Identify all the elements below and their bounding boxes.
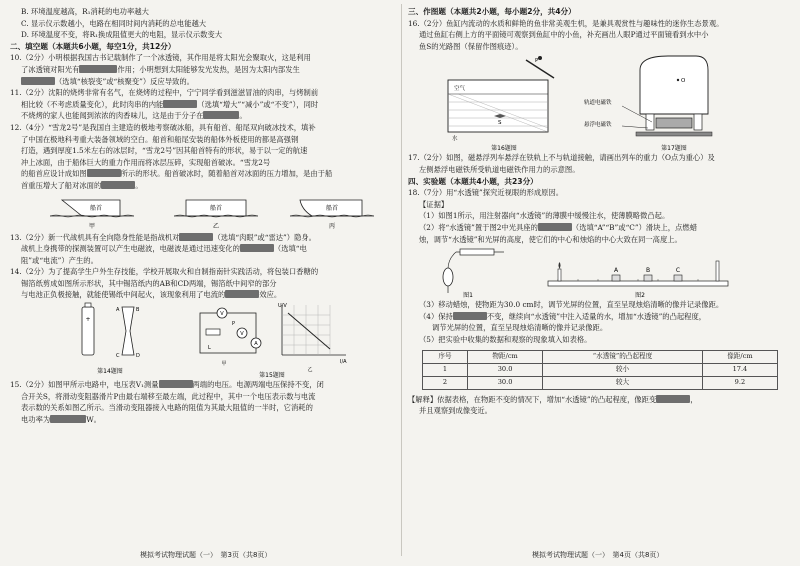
q15-text: 两端的电压。电源两端电压保持不变，闭 bbox=[192, 380, 324, 390]
option-d: D. 环境温度不变，将R₁换成阻值更大的电阻，显示仪示数变大 bbox=[21, 30, 223, 40]
svg-text:甲: 甲 bbox=[221, 361, 227, 368]
fig2-caption: 图2 bbox=[635, 292, 645, 300]
explanation-text: 并且观察到成像变近。 bbox=[419, 406, 492, 416]
page-3-footer: 模拟考试物理试题（一） 第3页（共8页） bbox=[140, 551, 272, 559]
redacted-answer bbox=[101, 181, 135, 189]
fig15-caption: 第15题图 bbox=[259, 372, 285, 380]
question-12 bbox=[10, 122, 392, 192]
circuit-diagram bbox=[200, 308, 261, 367]
center-of-mass-label: O bbox=[681, 78, 686, 85]
q14-text: 效应。 bbox=[259, 290, 282, 300]
question-18-cont bbox=[408, 299, 792, 345]
figures-lens bbox=[408, 245, 792, 299]
q13-text: 战机上身携带的探测装置可以产生电磁波，电磁波是通过迅速变化的 bbox=[21, 244, 240, 254]
fig16-17-svg bbox=[408, 52, 792, 152]
q12-text: 了中国在极地科考重大装备领域的空白。船首和船尾安装的船体外板使用的都是高强钢 bbox=[21, 134, 299, 144]
q10-text: 10.（2分）小明根据我国古书记载制作了一个冰透镜，其作用是将太阳光会聚取火，这是利用 bbox=[10, 53, 311, 63]
question-11 bbox=[10, 87, 392, 122]
figure-ship-bows bbox=[10, 192, 392, 232]
question-14 bbox=[10, 266, 392, 301]
air-label: 空气 bbox=[454, 86, 466, 93]
bow-caption: 甲 bbox=[88, 222, 96, 230]
fig14-15-svg bbox=[10, 301, 390, 379]
q15-text: 电功率为 bbox=[21, 414, 51, 424]
redacted-answer bbox=[179, 233, 213, 241]
q11-text: 。 bbox=[239, 111, 247, 121]
section-drawing: 三、作图题（本题共2小题，每小题2分，共4分） bbox=[408, 7, 576, 16]
q16-text: 通过鱼缸右侧上方的平面镜可观察到鱼缸中的小鱼，补充画出人眼P通过平面镜看到水中小 bbox=[419, 30, 709, 40]
q13-text: 13.（2分）新一代战机具有全向隐身性能是指战机对 bbox=[10, 232, 180, 242]
slider-a-label: A bbox=[613, 267, 619, 275]
redacted-answer bbox=[79, 65, 117, 73]
q18-text: 18.（7分）用“水透镜”探究近视眼的形成原因。 bbox=[408, 188, 564, 198]
battery-foil-figure bbox=[82, 303, 140, 359]
redacted-answer bbox=[159, 380, 193, 388]
eye-point-label: P bbox=[535, 58, 539, 65]
q12-text: 冲上冰面，由于船体巨大的重力作用而将冰层压碎，实现船首破冰。“雪龙2号 bbox=[21, 157, 271, 167]
page-4-footer: 模拟考试物理试题（一） 第4页（共8页） bbox=[532, 551, 664, 559]
q11-text: 不烧烤的家人也能闻到浓浓的肉香味儿，这是由于分子在 bbox=[21, 111, 204, 121]
question-18 bbox=[408, 187, 792, 245]
fig14-caption: 第14题图 bbox=[97, 368, 123, 376]
svg-text:乙: 乙 bbox=[307, 367, 313, 374]
q16-text: 16.（2分）鱼缸内流动的水质和鲜艳的鱼非常美观生机，是兼具观赏性与趣味性的迷你生态景观。 bbox=[408, 18, 724, 28]
redacted-answer bbox=[453, 312, 487, 320]
q10-text: 了冰透镜对阳光有 bbox=[21, 64, 80, 74]
q12-text: 首重压增大了船对冰面的 bbox=[21, 180, 102, 190]
explanation bbox=[408, 394, 792, 417]
water-label: 水 bbox=[452, 136, 458, 143]
redacted-answer bbox=[203, 111, 239, 119]
svg-text:A: A bbox=[116, 307, 120, 314]
table-cell: 9.2 bbox=[702, 376, 777, 389]
q15-text: 15.（2分）如图甲所示电路中，电压表V₁测量 bbox=[10, 380, 159, 390]
q12-text: 的船首应设计成如图 bbox=[21, 169, 87, 179]
q17-text: 左侧悬浮电磁铁所受轨道电磁铁作用力的示意图。 bbox=[419, 164, 580, 174]
fig16-caption: 第16题图 bbox=[491, 145, 517, 153]
q10-text: （选填“核裂变”或“核聚变”）反应导致的。 bbox=[55, 76, 194, 86]
section-experiment: 四、实验题（本题共4小题，共23分） bbox=[408, 176, 538, 186]
q12-text: 12.（4分）“雪龙2号”是我国自主建造的极地考察破冰船，具有船首、船尾双向破冰技术，填补 bbox=[10, 122, 316, 132]
q14-text: 锡箔纸剪成如图所示形状，其中锡箔纸内的AB和CD两端，锡箔纸中间窄的部分 bbox=[21, 278, 277, 288]
page-3 bbox=[10, 6, 392, 425]
q18-text: （4）保持 bbox=[419, 311, 453, 321]
levitation-magnet-label: 悬浮电磁铁 bbox=[584, 122, 612, 129]
table-header: 序号 bbox=[423, 350, 468, 363]
bow-label: 船首 bbox=[325, 204, 339, 212]
q11-text: （选填“增大”“减小”或“不变”），同时 bbox=[197, 99, 319, 109]
column-divider bbox=[401, 4, 402, 556]
svg-text:B: B bbox=[136, 307, 140, 314]
q18-text: 不变，继续向“水透镜”中注入适量的水，增加“水透镜”的凸起程度， bbox=[486, 311, 707, 321]
syringe-water-lens bbox=[443, 249, 504, 293]
svg-text:V: V bbox=[220, 311, 224, 318]
redacted-answer bbox=[21, 77, 55, 85]
q17-text: 17.（2分）如图，磁悬浮列车悬浮在铁轨上不与轨道接触，请画出列车的重力（O点为重心）及 bbox=[408, 153, 715, 163]
explanation-text: 【解释】依据表格，在物距不变的情况下，增加“水透镜”的凸起程度，像距变 bbox=[408, 394, 657, 404]
svg-text:L: L bbox=[208, 345, 211, 352]
page-4 bbox=[408, 6, 792, 417]
redacted-answer bbox=[656, 395, 690, 403]
fish-label: S bbox=[498, 120, 502, 127]
explanation-text: ， bbox=[690, 394, 698, 404]
q18-text: （5）把实验中收集的数据和观察的现象填入如表格。 bbox=[419, 334, 592, 344]
q12-text: 打造，遇到厚度1.5米左右的冰层时，“雪龙2号”因其船首特有的形状，易于以一定的航速 bbox=[21, 146, 308, 156]
question-10 bbox=[10, 52, 392, 87]
optical-bench bbox=[548, 261, 728, 286]
q15-text: 合开关S，将滑动变阻器滑片P由最右端移至最左端，此过程中，其中一个电压表示数与电流 bbox=[21, 391, 316, 401]
table-header: “水透镜”的凸起程度 bbox=[543, 350, 703, 363]
redacted-answer bbox=[163, 100, 197, 108]
svg-text:V: V bbox=[240, 331, 244, 338]
track-magnet-label: 轨道电磁铁 bbox=[584, 100, 612, 107]
fig17-caption: 第17题图 bbox=[661, 145, 687, 153]
q18-text: （1）如图1所示，用注射器向“水透镜”的薄膜中缓慢注水，使薄膜略微凸起。 bbox=[419, 211, 670, 221]
table-cell: 17.4 bbox=[702, 363, 777, 376]
section-fill-blank: 二、填空题（本题共6小题，每空1分，共12分） bbox=[10, 41, 176, 51]
table-cell: 较小 bbox=[543, 363, 703, 376]
table-cell: 30.0 bbox=[468, 363, 543, 376]
table-header-row bbox=[423, 350, 778, 363]
redacted-answer bbox=[225, 290, 259, 298]
slider-b-label: B bbox=[645, 267, 651, 275]
question-15 bbox=[10, 379, 392, 425]
q13-text: （选填“肉眼”或“雷达”）隐身。 bbox=[213, 232, 316, 242]
q13-text: 阻”或“电流”）产生的。 bbox=[21, 255, 98, 265]
svg-text:D: D bbox=[136, 353, 140, 360]
svg-text:+: + bbox=[85, 316, 91, 324]
q15-text: 表示数的关系如图乙所示。当滑动变阻器接入电路的阻值为其最大阻值的一半时，它消耗的 bbox=[21, 403, 313, 413]
fig1-caption: 图1 bbox=[463, 292, 473, 300]
maglev-figure bbox=[622, 56, 712, 136]
svg-text:C: C bbox=[116, 353, 120, 360]
figures-16-17 bbox=[408, 52, 792, 152]
svg-text:I/A: I/A bbox=[340, 359, 347, 366]
table-header: 像距/cm bbox=[702, 350, 777, 363]
q14-text: 14.（2分）为了提高学生户外生存技能，学校开展取火和自制指南针实践活动，将包装口香糖的 bbox=[10, 267, 319, 277]
table-cell: 1 bbox=[423, 363, 468, 376]
q12-text: 。 bbox=[135, 180, 143, 190]
table-header: 物距/cm bbox=[468, 350, 543, 363]
bow-label: 船首 bbox=[209, 204, 223, 212]
table-row bbox=[423, 376, 778, 389]
svg-text:P: P bbox=[232, 321, 236, 328]
table-cell: 较大 bbox=[543, 376, 703, 389]
q16-text: 鱼S的光路图（保留作图痕迹）。 bbox=[419, 41, 523, 51]
q12-text: 所示的形状。船首破冰时，随着船首对冰面的压力增加，是由于船 bbox=[120, 169, 333, 179]
table-cell: 2 bbox=[423, 376, 468, 389]
q14-text: 与电池正负极接触，就能使锡纸中间起火，该现象利用了电流的 bbox=[21, 290, 226, 300]
table-cell: 30.0 bbox=[468, 376, 543, 389]
q13-text: （选填“电 bbox=[273, 244, 307, 254]
table-row bbox=[423, 363, 778, 376]
svg-text:A: A bbox=[254, 341, 258, 348]
redacted-answer bbox=[538, 223, 572, 231]
ship-bow-svg bbox=[10, 192, 390, 232]
q18-text: （2）将“水透镜”置于图2中光具座的 bbox=[419, 222, 538, 232]
q15-text: W。 bbox=[86, 414, 101, 424]
question-13 bbox=[10, 232, 392, 267]
q11-text: 相比较（不考虑质量变化），此时肉串的内能 bbox=[21, 99, 164, 109]
q18-text: 烛，调节“水透镜”和光屏的高度，使它们的中心和烛焰的中心大致在同一高度上。 bbox=[419, 234, 682, 244]
bow-caption: 乙 bbox=[212, 222, 220, 230]
lens-figures-svg bbox=[408, 245, 792, 299]
q10-text: 作用；小明想到太阳能够发光发热，是因为太阳内部发生 bbox=[117, 64, 300, 74]
question-16 bbox=[408, 18, 792, 53]
q18-text: （选填“A”“B”或“C”）滑块上，点燃蜡 bbox=[571, 222, 697, 232]
redacted-answer bbox=[87, 169, 121, 177]
question-17 bbox=[408, 152, 792, 175]
redacted-answer bbox=[240, 244, 274, 252]
q18-text: （3）移动蜡烛，使物距为30.0 cm时，调节光屏的位置，直至呈现烛焰清晰的像并记录像距。 bbox=[419, 300, 724, 310]
option-c: C. 显示仪示数越小，电路在相同时间内消耗的总电能越大 bbox=[21, 18, 207, 28]
ui-graph bbox=[278, 303, 347, 373]
redacted-answer bbox=[50, 415, 86, 423]
bow-label: 船首 bbox=[89, 204, 103, 212]
svg-text:U/V: U/V bbox=[278, 303, 287, 310]
bow-caption: 丙 bbox=[328, 222, 336, 230]
q18-text: 调节光屏的位置，直至呈现烛焰清晰的像并记录像距。 bbox=[432, 323, 608, 333]
option-b: B. 环境温度越高，R₁消耗的电功率越大 bbox=[21, 7, 149, 16]
data-table bbox=[422, 350, 778, 390]
q11-text: 11.（2分）沈阳的烧烤非常有名气，在烧烤的过程中，宁宁同学看到滋滋冒油的肉串，与烤制前 bbox=[10, 88, 319, 98]
slider-c-label: C bbox=[675, 267, 681, 275]
q18-text: 【证据】 bbox=[419, 199, 449, 209]
figures-14-15 bbox=[10, 301, 392, 379]
